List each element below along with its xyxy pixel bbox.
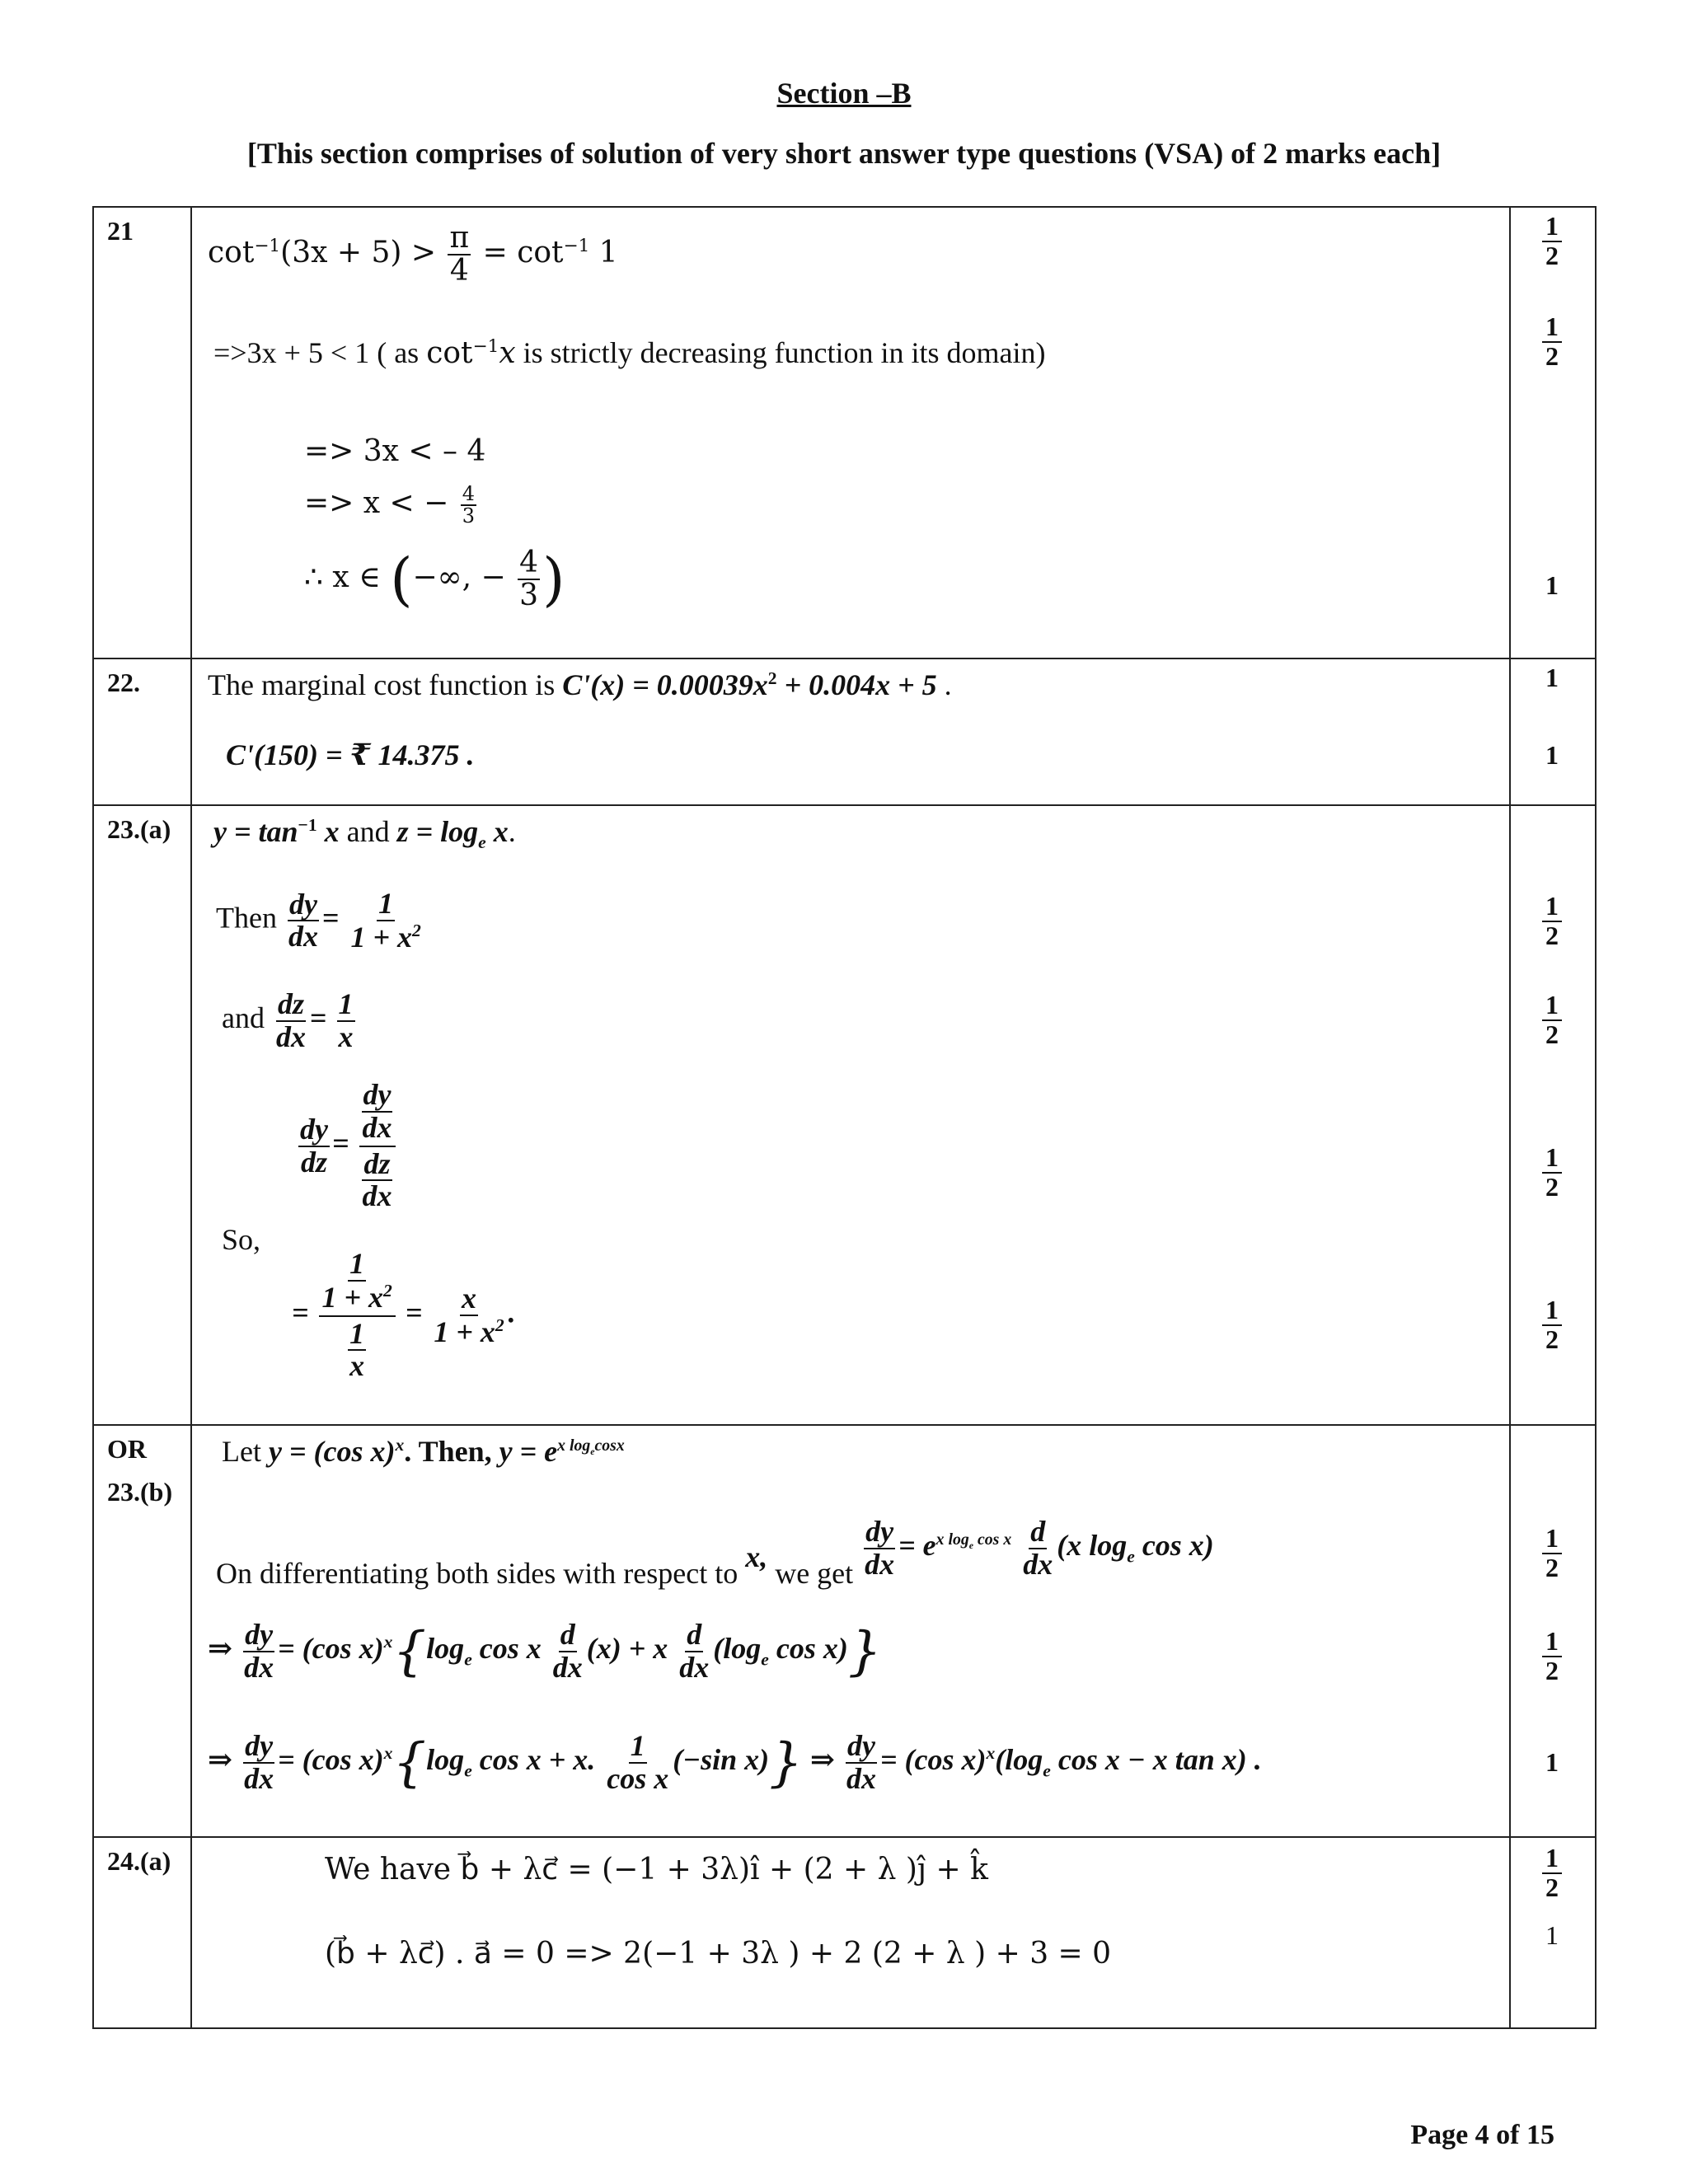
solution-line: We have b⃗ + λc⃗ = (−1 + 3λ)î + (2 + λ )ĵ + k̂	[325, 1853, 988, 1886]
question-number: 24.(a)	[107, 1846, 171, 1876]
solution-row-23a	[92, 806, 1597, 1426]
mark: 1	[1545, 570, 1559, 600]
mark: $\frac{1}{2}$	[1511, 1628, 1593, 1685]
mark: 1	[1545, 1920, 1559, 1950]
equation-line: ⇒ $\frac{dy}{dx}$ = (cos $x)^x\{\log_e$ cos x $\frac{d}{dx}$ (x) + x $\frac{d}{dx}$ ($\log_e$ cos x)}	[208, 1618, 882, 1684]
equation-line: ⇒ $\frac{dy}{dx}$ = (cos $x)^x\{\log_e$ cos x + x. $\frac{1}{\text{cos x}}$ (−sin x)} ⇒ $\frac{dy}{dx}$ = (cos $x)^x(\log_e$ cos x − x tan x) .	[208, 1729, 1262, 1795]
marks-cell	[1509, 806, 1595, 1424]
section-title: Section –B	[776, 77, 912, 110]
mark: $\frac{1}{2}$	[1511, 1144, 1593, 1201]
solution-line: The marginal cost function is $C'(x) = 0.00039x^2 + 0.004x + 5$ .	[208, 668, 952, 701]
question-number-cell	[94, 1426, 192, 1836]
solution-line: C'(150) = ₹ 14.375 .	[226, 738, 475, 771]
solution-line: and $\frac{dz}{dx}$ = $\frac{1}{x}$	[222, 987, 354, 1053]
solution-line: => 3x < – 4	[304, 434, 486, 468]
marks-cell	[1509, 1838, 1595, 2027]
mark: $\frac{1}{2}$	[1511, 313, 1593, 370]
mark: 1	[1545, 663, 1559, 692]
solution-row-24a	[92, 1838, 1597, 2029]
solution-line: So,	[222, 1223, 261, 1256]
marks-cell	[1509, 208, 1595, 658]
solution-line: =>3x + 5 < 1 ( as $\cot^{-1}x$ is strictly decreasing function in its domain)	[213, 336, 1046, 370]
question-number: 23.(a)	[107, 814, 171, 844]
or-label: OR	[107, 1434, 147, 1464]
solution-row-22	[92, 659, 1597, 806]
solution-row-23b	[92, 1426, 1597, 1838]
mark: $\frac{1}{2}$	[1511, 991, 1593, 1048]
solution-line: Let y = (cos x)$^x$. Then, $y = e^{x log_ecosx}$	[222, 1435, 625, 1468]
solution-line: Then $\frac{dy}{dx}$ = $\frac{1}{1 + x^2}$	[216, 887, 421, 954]
equation-line: $\frac{dy}{dz}$ = $\frac{\frac{dy}{dx}}{\frac{dz}{dx}}$	[296, 1078, 398, 1214]
question-number: 22.	[107, 668, 140, 697]
section-description: [This section comprises of solution of very short answer type questions (VSA) of 2 marks each]	[246, 137, 1442, 170]
solution-line: ∴ x ∈ (−∞, − $\frac{4}{3}$ )	[304, 546, 565, 613]
question-number-cell	[94, 1838, 192, 2027]
mark: $\frac{1}{2}$	[1511, 1296, 1593, 1353]
question-number-cell	[94, 659, 192, 804]
question-number-cell	[94, 208, 192, 658]
mark: $\frac{1}{2}$	[1511, 1525, 1593, 1582]
mark: $\frac{1}{2}$	[1511, 1844, 1593, 1901]
mark: 1	[1545, 1747, 1559, 1777]
mark: 1	[1545, 740, 1559, 770]
equation-line: = $\frac{\frac{1}{1 + x^2}}{\frac{1}{x}}$ = $\frac{x}{1 + x^2}$ .	[292, 1247, 516, 1383]
page-number: Page 4 of 15	[1410, 2120, 1554, 2150]
equation-line: $\cot^{-1}(3x + 5)$ > $\frac{\pi}{4}$ = $\cot^{-1} 1$	[208, 221, 618, 288]
question-number: 21	[107, 216, 134, 246]
solution-line: => x < − $\frac{4}{3}$	[304, 482, 476, 528]
marks-cell	[1509, 659, 1595, 804]
solution-line: (b⃗ + λc⃗) . a⃗ = 0 => 2(−1 + 3λ ) + 2 (2 + λ ) + 3 = 0	[325, 1937, 1112, 1971]
solution-line: $y = \tan^{-1} x$ and $z = \log_e x$.	[213, 815, 516, 853]
question-number: 23.(b)	[107, 1477, 173, 1507]
mark: $\frac{1}{2}$	[1511, 213, 1593, 269]
question-number-cell	[94, 806, 192, 1424]
solution-line: On differentiating both sides with respect to x, we get $\frac{dy}{dx}$ = $e^{x log_e cos x}$ $\frac{d}{dx}$ (x $\log_e \cos x$)	[216, 1515, 1214, 1591]
solution-row-21	[92, 206, 1597, 659]
mark: $\frac{1}{2}$	[1511, 893, 1593, 949]
marks-cell	[1509, 1426, 1595, 1836]
